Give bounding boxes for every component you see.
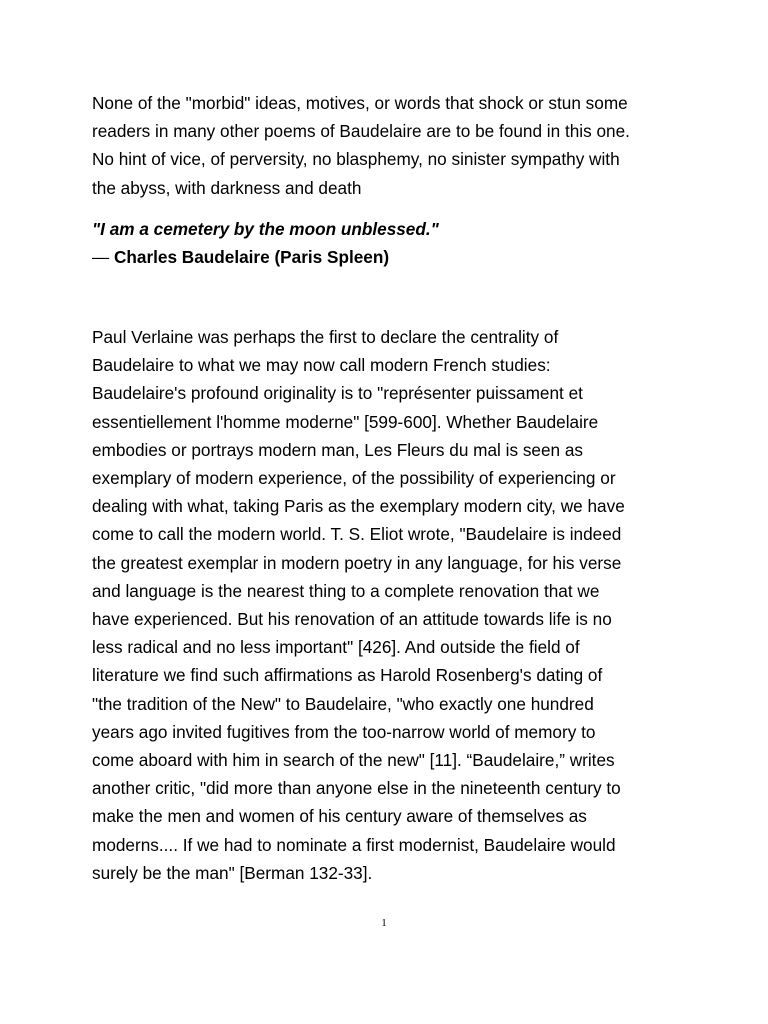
- paragraph-line: years ago invited fugitives from the too-narrow world of memory to: [92, 721, 596, 742]
- quote-text: "I am a cemetery by the moon unblessed.": [92, 219, 439, 239]
- paragraph-line: literature we find such affirmations as Harold Rosenberg's dating of: [92, 665, 603, 686]
- paragraph-line: another critic, "did more than anyone else in the nineteenth century to: [92, 778, 621, 799]
- paragraph-line: embodies or portrays modern man, Les Fleurs du mal is seen as: [92, 439, 584, 460]
- paragraph-line: Paul Verlaine was perhaps the first to declare the centrality of: [92, 327, 559, 347]
- paragraph-line: Baudelaire's profound originality is to "représenter puissament et: [92, 383, 583, 404]
- paragraph-line: and language is the nearest thing to a complete renovation that we: [92, 580, 600, 601]
- intro-paragraph: [92, 89, 682, 202]
- paragraph-line: No hint of vice, of perversity, no blasphemy, no sinister sympathy with: [92, 149, 620, 170]
- paragraph-line: dealing with what, taking Paris as the exemplary modern city, we have: [92, 496, 625, 517]
- paragraph-line: "the tradition of the New" to Baudelaire, "who exactly one hundred: [92, 693, 594, 714]
- main-paragraph: [92, 323, 682, 887]
- attribution-dash: —: [92, 247, 114, 267]
- paragraph-line: exemplary of modern experience, of the possibility of experiencing or: [92, 468, 616, 489]
- paragraph-line: surely be the man" [Berman 132-33].: [92, 862, 373, 883]
- paragraph-line: Baudelaire to what we may now call modern French studies:: [92, 355, 551, 376]
- paragraph-line: come to call the modern world. T. S. Eliot wrote, "Baudelaire is indeed: [92, 524, 622, 545]
- quote-attribution: [92, 243, 389, 271]
- page-number: 1: [381, 917, 387, 929]
- paragraph-line: come aboard with him in search of the new" [11]. “Baudelaire,” writes: [92, 750, 615, 771]
- attribution-author: Charles Baudelaire (Paris Spleen): [113, 247, 390, 267]
- paragraph-line: less radical and no less important" [426]. And outside the field of: [92, 637, 580, 658]
- paragraph-line: None of the "morbid" ideas, motives, or words that shock or stun some: [92, 93, 628, 113]
- paragraph-line: the greatest exemplar in modern poetry in any language, for his verse: [92, 552, 622, 573]
- paragraph-line: essentiellement l'homme moderne" [599-600]. Whether Baudelaire: [92, 411, 599, 432]
- paragraph-line: the abyss, with darkness and death: [92, 177, 362, 198]
- paragraph-line: readers in many other poems of Baudelaire are to be found in this one.: [92, 121, 630, 142]
- paragraph-line: moderns.... If we had to nominate a first modernist, Baudelaire would: [92, 834, 616, 855]
- paragraph-line: make the men and women of his century aware of themselves as: [92, 806, 587, 827]
- paragraph-line: have experienced. But his renovation of an attitude towards life is no: [92, 609, 612, 630]
